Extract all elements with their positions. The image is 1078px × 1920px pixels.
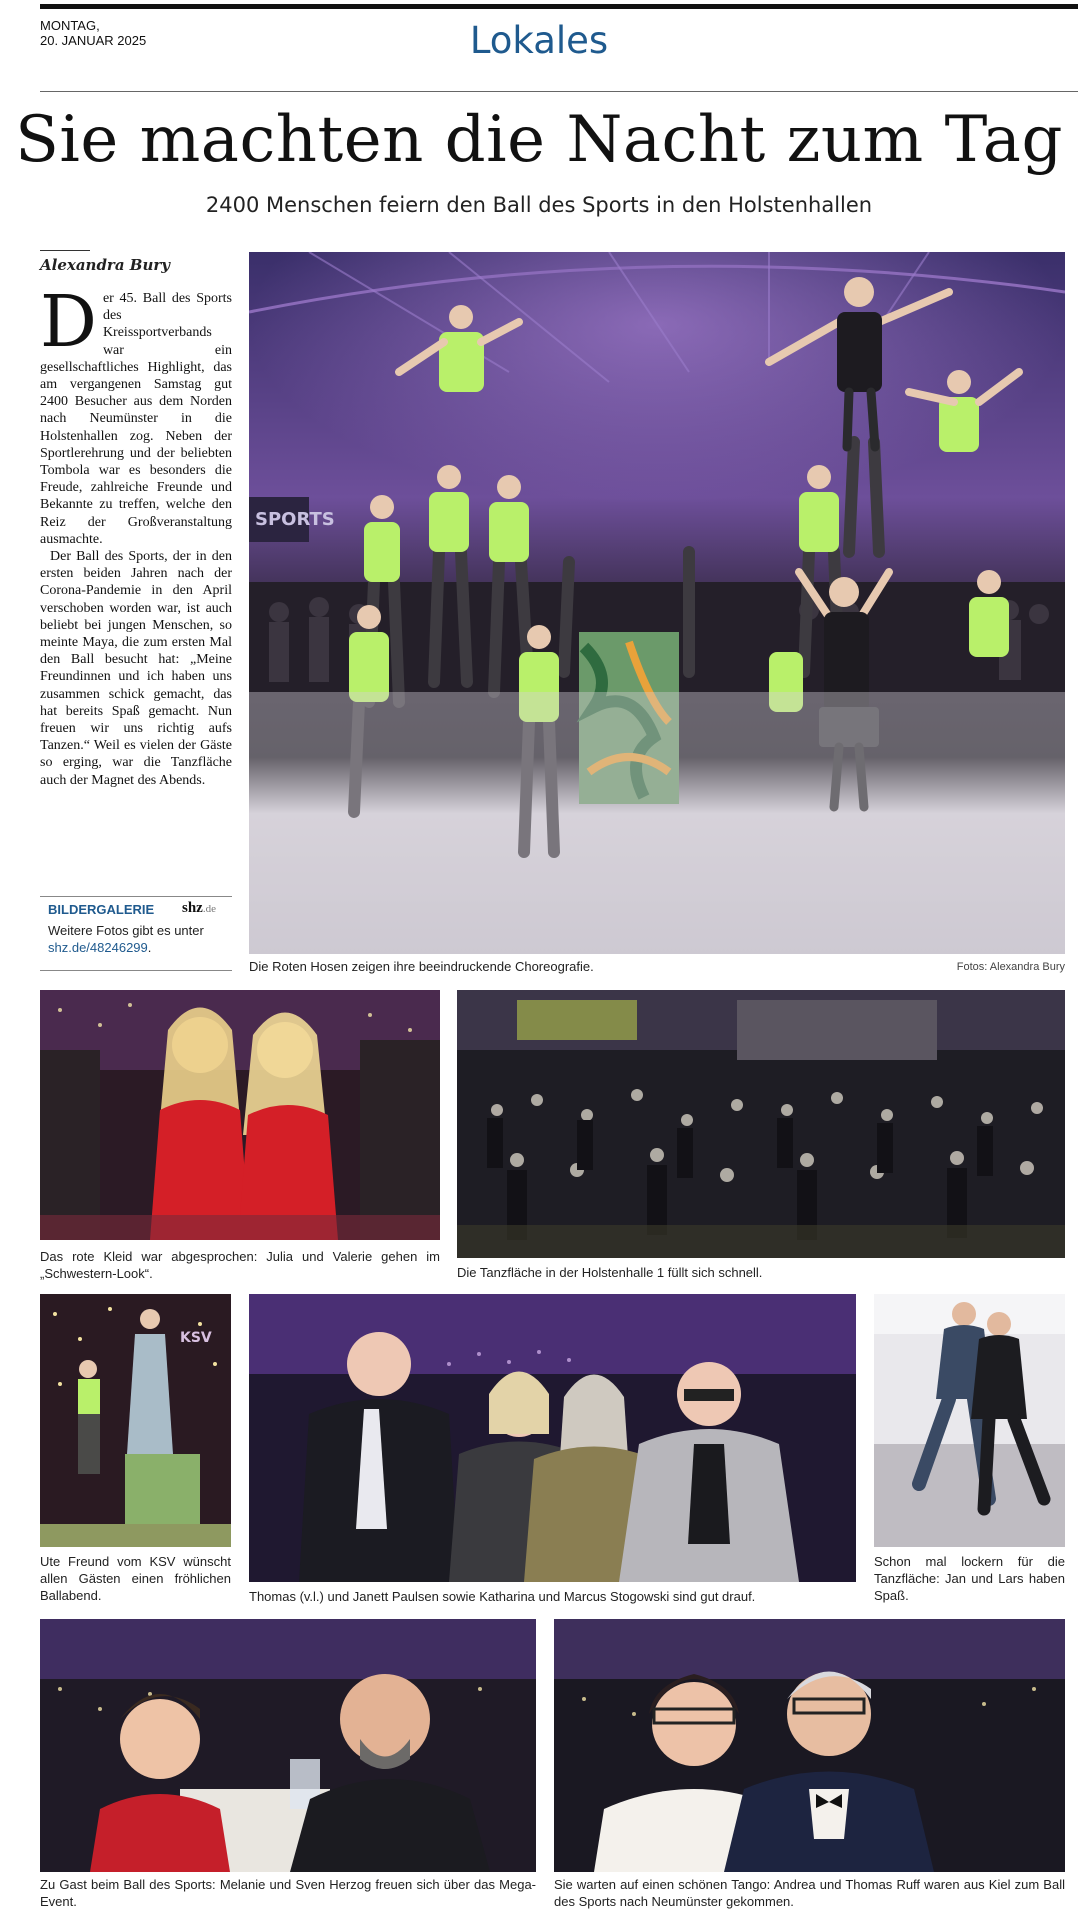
caption-group: Thomas (v.l.) und Janett Paulsen sowie Katharina und Marcus Stogowski sind gut drauf. [249, 1589, 756, 1604]
date-day: 20. JANUAR 2025 [40, 33, 147, 48]
photo-jan-lars [874, 1294, 1065, 1547]
paragraph-1-text: er 45. Ball des Sports des Kreissportverbands war ein gesellschaftliches Highlight, das am vergangenen Samstag gut 2400 Besucher aus dem Norden nach Neumünster in die Holstenhallen zog. Neben der Sportlerehrung und der beliebten Tombola war es besonders die Freude, zahlreiche Freunde und Bekannte zu treffen, welche den Reiz der Großveranstaltung ausmachte. [40, 291, 232, 547]
svg-text:KSV: KSV [180, 1330, 212, 1346]
date-weekday: MONTAG, [40, 18, 100, 33]
author-byline: Alexandra Bury [40, 256, 170, 274]
caption-dance-floor: Die Tanzfläche in der Holstenhalle 1 füllt sich schnell. [457, 1265, 763, 1280]
caption-main: Die Roten Hosen zeigen ihre beeindruckende Choreografie. [249, 959, 594, 974]
gallery-label: BILDERGALERIE [48, 902, 155, 917]
headline: Sie machten die Nacht zum Tag [15, 103, 1063, 177]
photo-dance-floor [457, 990, 1065, 1258]
gallery-text: Weitere Fotos gibt es unter shz.de/48246299. [48, 923, 204, 955]
main-photo-dancers [249, 252, 1065, 954]
caption-red-dress: Das rote Kleid war abgesprochen: Julia und Valerie gehen im „Schwestern-Look“. [40, 1249, 440, 1281]
author-rule [40, 250, 90, 251]
caption-jan-lars: Schon mal lockern für die Tanzfläche: Jan und Lars haben Spaß. [874, 1554, 1065, 1603]
section-title: Lokales [469, 19, 609, 62]
caption-herzog: Zu Gast beim Ball des Sports: Melanie und Sven Herzog freuen sich über das Mega-Event. [40, 1877, 536, 1909]
svg-text:SPORTS: SPORTS [255, 509, 335, 530]
top-rule [40, 4, 1078, 9]
gallery-rule-bottom [40, 970, 232, 971]
paragraph-2: Der Ball des Sports, der in den ersten beiden Jahren nach der Corona-Pandemie in den April verschoben worden war, ist auch beliebt bei jungen Menschen, so meinte Maya, die zum ersten Mal den Ball besucht hat: „Meine Freundinnen und ich haben uns zusammen schick gemacht, das hat bereits Spaß gemacht. Nun freuen wir uns richtig aufs Tanzen.“ Weil es vielen der Gäste so erging, war die Tanzfläche auch der Magnet des Abends. [40, 549, 232, 788]
gallery-rule-top [40, 896, 232, 897]
shz-logo: shz.de [182, 900, 216, 916]
caption-ruff: Sie warten auf einen schönen Tango: Andrea und Thomas Ruff waren aus Kiel zum Ball des Sports nach Neumünster gekommen. [554, 1877, 1065, 1909]
article-body [40, 280, 232, 789]
photo-red-dress [40, 990, 440, 1240]
photo-ruff [554, 1619, 1065, 1872]
gallery-link[interactable]: shz.de/48246299 [48, 940, 148, 955]
caption-ute-freund: Ute Freund vom KSV wünscht allen Gästen einen fröhlichen Ballabend. [40, 1554, 231, 1603]
photo-ute-freund [40, 1294, 231, 1547]
paragraph-1 [40, 280, 232, 548]
subheadline: 2400 Menschen feiern den Ball des Sports in den Holstenhallen [205, 193, 873, 217]
photo-group [249, 1294, 856, 1582]
header-divider [40, 91, 1078, 92]
photo-herzog [40, 1619, 536, 1872]
photo-credit: Fotos: Alexandra Bury [956, 961, 1065, 973]
drop-cap: D [40, 280, 97, 363]
